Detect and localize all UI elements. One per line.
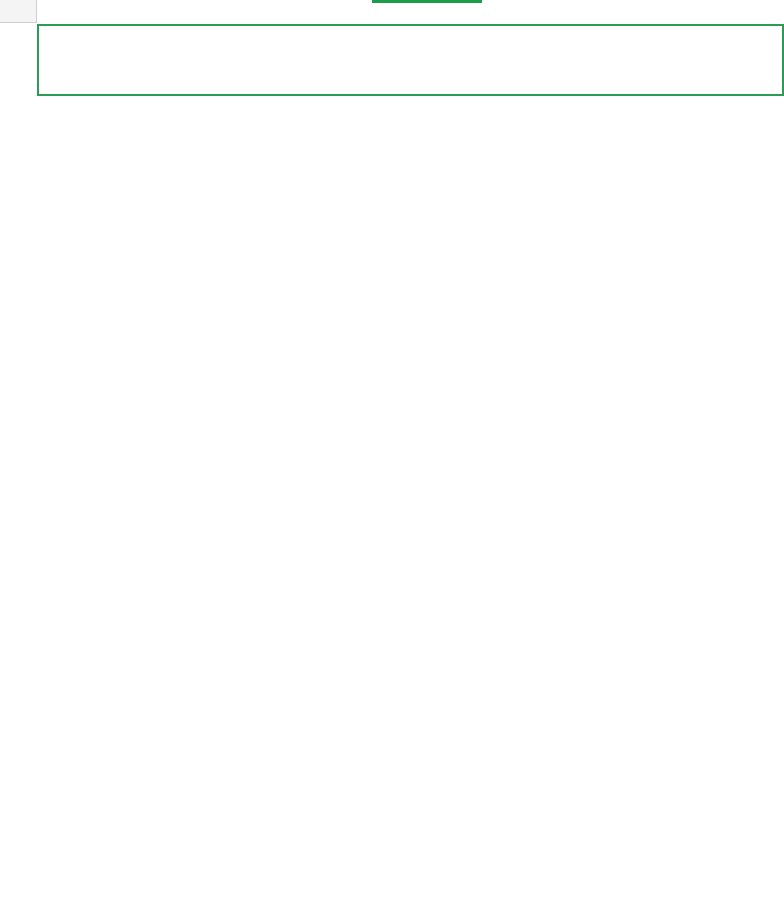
sheet-title[interactable] — [37, 24, 784, 96]
active-tab-indicator — [372, 0, 482, 3]
sheet-corner[interactable] — [0, 0, 37, 23]
footer-note[interactable] — [37, 838, 784, 898]
